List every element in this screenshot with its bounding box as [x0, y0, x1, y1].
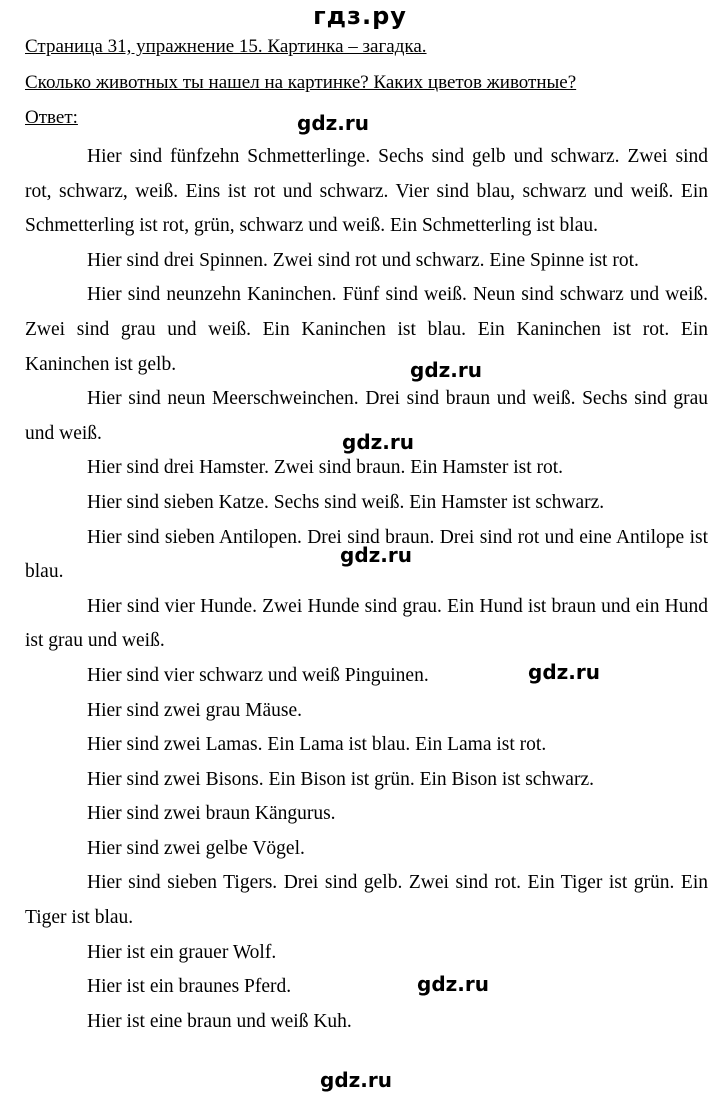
watermark: gdz.ru [297, 111, 369, 135]
paragraph-bisons: Hier sind zwei Bisons. Ein Bison ist grün. Ein Bison ist schwarz. [87, 768, 594, 790]
paragraph-cow: Hier ist eine braun und weiß Kuh. [87, 1010, 352, 1032]
watermark: gdz.ru [340, 543, 412, 567]
paragraph-horse: Hier ist ein braunes Pferd. [87, 976, 292, 998]
paragraph-hamsters: Hier sind drei Hamster. Zwei sind braun. Ein Hamster ist rot. [87, 457, 564, 479]
paragraph-spiders: Hier sind drei Spinnen. Zwei sind rot und schwarz. Eine Spinne ist rot. [87, 249, 639, 271]
answer-text [25, 140, 708, 1039]
paragraph-cats: Hier sind sieben Katze. Sechs sind weiß. Ein Hamster ist schwarz. [87, 491, 605, 513]
watermark: gdz.ru [342, 430, 414, 454]
watermark: gdz.ru [417, 972, 489, 996]
task-title: Страница 31, упражнение 15. Картинка – загадка. [25, 36, 427, 57]
paragraph-llamas: Hier sind zwei Lamas. Ein Lama ist blau. Ein Lama ist rot. [87, 734, 547, 756]
paragraph-antelopes: Hier sind sieben Antilopen. Drei sind braun. Drei sind rot und eine Antilope ist blau. [25, 526, 708, 583]
paragraph-birds: Hier sind zwei gelbe Vögel. [87, 837, 305, 859]
paragraph-kangaroos: Hier sind zwei braun Kängurus. [87, 803, 336, 825]
paragraph-penguins: Hier sind vier schwarz und weiß Pinguinen. [87, 664, 429, 686]
answer-label: Ответ: [25, 107, 78, 128]
watermark: gdz.ru [320, 1068, 392, 1092]
watermark: gdz.ru [528, 660, 600, 684]
paragraph-wolf: Hier ist ein grauer Wolf. [87, 941, 277, 963]
task-question: Сколько животных ты нашел на картинке? Каких цветов животные? [25, 72, 577, 93]
paragraph-butterflies: Hier sind fünfzehn Schmetterlinge. Sechs sind gelb und schwarz. Zwei sind rot, schwarz, weiß. Eins ist rot und schwarz. Vier sind blau, schwarz und weiß. Ein Schmetterling ist rot, grün, schwarz und weiß. Ein Schmetterling ist blau. [25, 146, 708, 237]
site-title: гдз.ру [313, 2, 407, 30]
paragraph-guinea-pigs: Hier sind neun Meerschweinchen. Drei sind braun und weiß. Sechs sind grau und weiß. [25, 388, 708, 444]
paragraph-dogs: Hier sind vier Hunde. Zwei Hunde sind grau. Ein Hund ist braun und ein Hund ist grau und weiß. [25, 595, 708, 652]
watermark: gdz.ru [410, 358, 482, 382]
paragraph-mice: Hier sind zwei grau Mäuse. [87, 699, 302, 721]
paragraph-tigers: Hier sind sieben Tigers. Drei sind gelb. Zwei sind rot. Ein Tiger ist grün. Ein Tiger ist blau. [25, 872, 708, 929]
paragraph-rabbits: Hier sind neunzehn Kaninchen. Fünf sind weiß. Neun sind schwarz und weiß. Zwei sind grau und weiß. Ein Kaninchen ist blau. Ein Kaninchen ist rot. Ein Kaninchen ist gelb. [25, 284, 708, 375]
